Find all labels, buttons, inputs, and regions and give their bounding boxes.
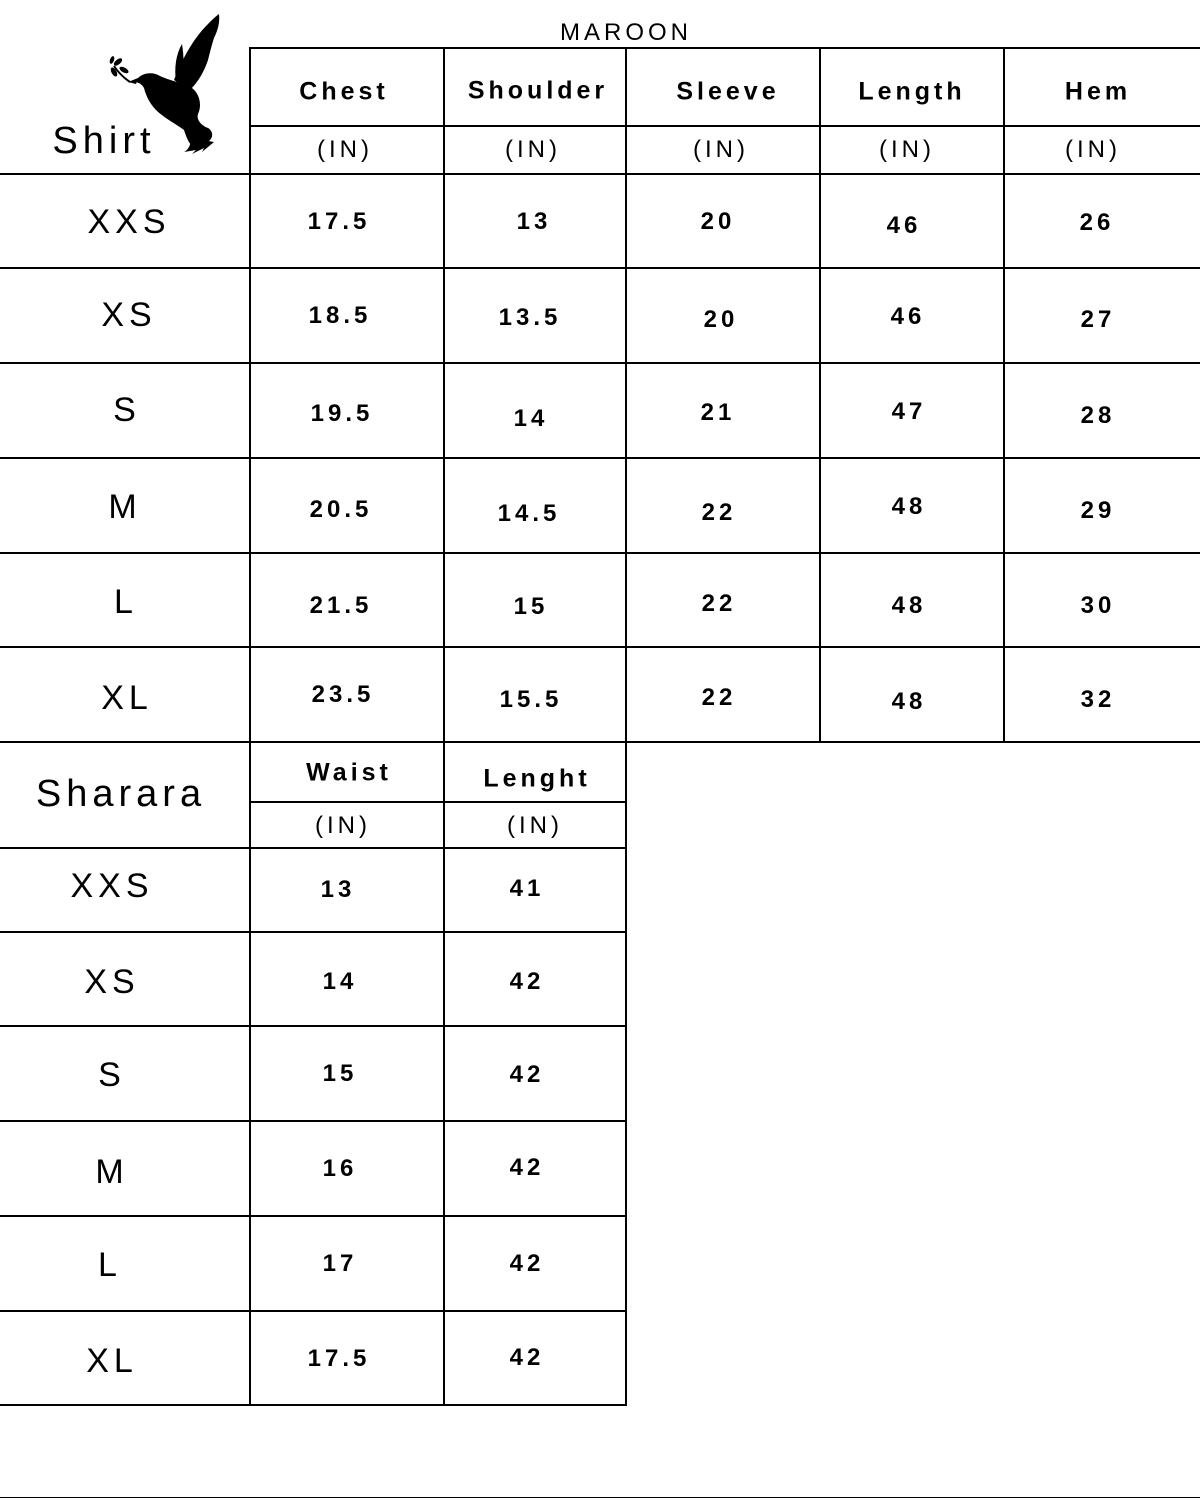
shirt-column-unit: (IN) bbox=[505, 136, 561, 163]
sharara-cell: 17.5 bbox=[307, 1345, 371, 1372]
shirt-column-header: Sleeve bbox=[676, 77, 780, 106]
sharara-cell: 42 bbox=[509, 1344, 545, 1371]
shirt-cell: 13 bbox=[516, 208, 552, 235]
shirt-row-line bbox=[0, 457, 1200, 459]
column-line bbox=[443, 47, 445, 1405]
sharara-column-header: Lenght bbox=[483, 764, 591, 793]
shirt-column-unit: (IN) bbox=[879, 136, 935, 163]
shirt-cell: 22 bbox=[701, 499, 737, 526]
shirt-row-line bbox=[0, 646, 1200, 648]
shirt-cell: 47 bbox=[891, 398, 927, 425]
shirt-size-label: S bbox=[113, 391, 141, 429]
shirt-size-label: XL bbox=[101, 679, 153, 717]
sharara-column-header: Waist bbox=[306, 758, 392, 787]
shirt-cell: 28 bbox=[1080, 402, 1116, 429]
shirt-cell: 19.5 bbox=[310, 400, 374, 427]
column-line bbox=[1003, 47, 1005, 742]
shirt-cell: 48 bbox=[891, 493, 927, 520]
shirt-cell: 14 bbox=[513, 405, 549, 432]
shirt-cell: 30 bbox=[1080, 592, 1116, 619]
shirt-column-header: Hem bbox=[1064, 77, 1132, 106]
shirt-column-unit: (IN) bbox=[317, 136, 373, 163]
shirt-row-line bbox=[0, 362, 1200, 364]
shirt-column-unit: (IN) bbox=[1065, 136, 1121, 163]
shirt-header-top-line bbox=[250, 47, 1200, 49]
page-bottom-line bbox=[0, 1497, 1200, 1498]
shirt-cell: 15.5 bbox=[499, 686, 563, 713]
shirt-cell: 13.5 bbox=[498, 304, 562, 331]
shirt-cell: 14.5 bbox=[497, 500, 561, 527]
shirt-size-label: M bbox=[108, 488, 142, 526]
sharara-row-line bbox=[0, 1025, 627, 1027]
sharara-cell: 42 bbox=[509, 1061, 545, 1088]
shirt-cell: 15 bbox=[513, 593, 549, 620]
sharara-cell: 41 bbox=[509, 875, 545, 902]
sharara-column-unit: (IN) bbox=[315, 812, 371, 839]
shirt-cell: 48 bbox=[891, 592, 927, 619]
column-line bbox=[625, 47, 627, 1405]
shirt-header-mid-line bbox=[250, 125, 1200, 127]
shirt-cell: 22 bbox=[701, 590, 737, 617]
shirt-column-unit: (IN) bbox=[693, 136, 749, 163]
shirt-row-line bbox=[0, 552, 1200, 554]
sharara-cell: 42 bbox=[509, 1154, 545, 1181]
sharara-size-label: L bbox=[98, 1246, 122, 1284]
sharara-row-line bbox=[0, 1310, 627, 1312]
shirt-column-header: Length bbox=[858, 77, 966, 106]
sharara-size-label: M bbox=[95, 1153, 129, 1191]
shirt-size-label: XS bbox=[101, 296, 157, 334]
sharara-cell: 42 bbox=[509, 1250, 545, 1277]
shirt-cell: 18.5 bbox=[308, 302, 372, 329]
sharara-cell: 16 bbox=[322, 1155, 358, 1182]
sharara-cell: 13 bbox=[320, 876, 356, 903]
sharara-row-line bbox=[0, 1215, 627, 1217]
column-line bbox=[249, 47, 251, 1405]
shirt-cell: 17.5 bbox=[307, 208, 371, 235]
shirt-row-line bbox=[0, 173, 1200, 175]
sharara-size-label: XL bbox=[86, 1342, 138, 1380]
shirt-cell: 22 bbox=[701, 684, 737, 711]
shirt-cell: 46 bbox=[886, 212, 922, 239]
shirt-cell: 48 bbox=[891, 688, 927, 715]
shirt-column-header: Chest bbox=[299, 77, 389, 106]
sharara-cell: 42 bbox=[509, 968, 545, 995]
sharara-row-line bbox=[0, 1404, 627, 1406]
shirt-column-header: Shoulder bbox=[467, 76, 609, 105]
shirt-row-line bbox=[0, 267, 1200, 269]
shirt-cell: 27 bbox=[1080, 306, 1116, 333]
shirt-size-label: XXS bbox=[87, 203, 171, 241]
sharara-cell: 17 bbox=[322, 1250, 358, 1277]
shirt-table-label: Shirt bbox=[52, 120, 156, 162]
page-title: MAROON bbox=[560, 19, 692, 46]
sharara-size-label: S bbox=[98, 1056, 126, 1094]
sharara-column-unit: (IN) bbox=[507, 812, 563, 839]
shirt-size-label: L bbox=[114, 583, 138, 621]
shirt-cell: 20 bbox=[703, 306, 739, 333]
sharara-cell: 14 bbox=[322, 968, 358, 995]
shirt-row-line bbox=[0, 741, 1200, 743]
sharara-header-mid-line bbox=[250, 801, 627, 803]
shirt-cell: 32 bbox=[1080, 686, 1116, 713]
shirt-cell: 23.5 bbox=[311, 681, 375, 708]
sharara-size-label: XXS bbox=[70, 867, 154, 905]
sharara-row-line bbox=[0, 1120, 627, 1122]
shirt-cell: 21 bbox=[700, 399, 736, 426]
shirt-cell: 46 bbox=[890, 303, 926, 330]
shirt-cell: 26 bbox=[1079, 209, 1115, 236]
column-line bbox=[819, 47, 821, 742]
sharara-row-line bbox=[0, 847, 627, 849]
sharara-table-label: Sharara bbox=[35, 773, 207, 815]
shirt-cell: 20.5 bbox=[309, 496, 373, 523]
sharara-cell: 15 bbox=[322, 1060, 358, 1087]
sharara-row-line bbox=[0, 931, 627, 933]
sharara-size-label: XS bbox=[84, 963, 140, 1001]
shirt-cell: 29 bbox=[1080, 497, 1116, 524]
shirt-cell: 20 bbox=[700, 208, 736, 235]
shirt-cell: 21.5 bbox=[309, 592, 373, 619]
